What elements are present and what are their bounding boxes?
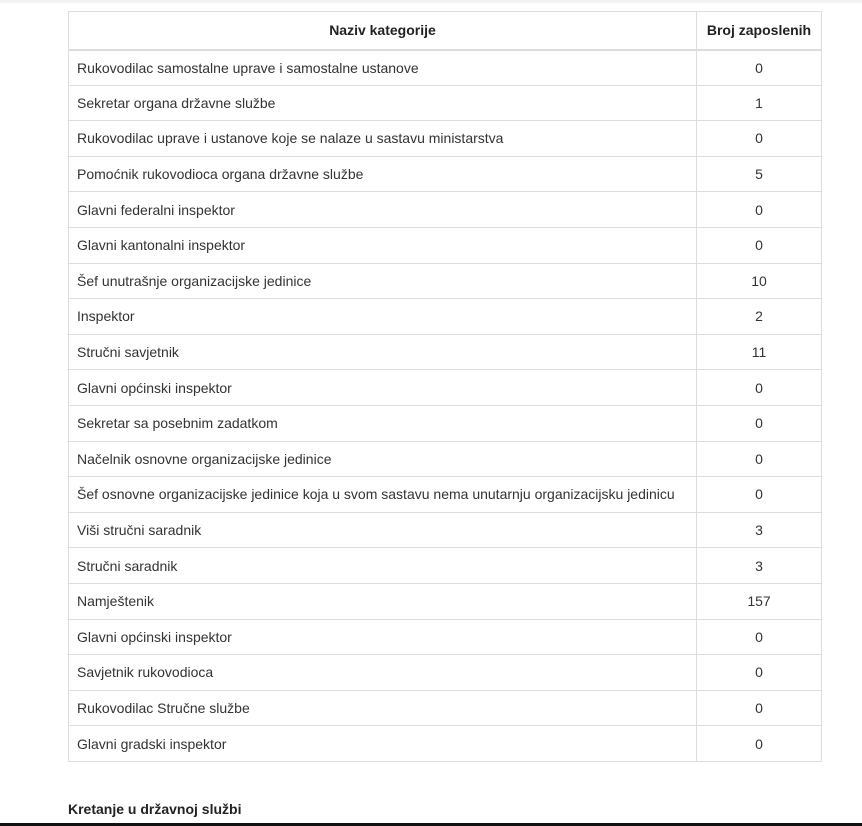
category-name-cell: Glavni gradski inspektor — [69, 726, 697, 762]
column-header-employee-count: Broj zaposlenih — [697, 12, 822, 50]
employee-count-cell: 0 — [697, 619, 822, 655]
employee-count-cell: 0 — [697, 690, 822, 726]
employee-count-cell: 1 — [697, 85, 822, 121]
employee-count-cell: 0 — [697, 50, 822, 86]
category-name-cell: Viši stručni saradnik — [69, 512, 697, 548]
category-name-cell: Načelnik osnovne organizacijske jedinice — [69, 441, 697, 477]
employee-count-cell: 3 — [697, 512, 822, 548]
employee-count-cell: 2 — [697, 299, 822, 335]
category-name-cell: Glavni općinski inspektor — [69, 619, 697, 655]
table-row — [69, 655, 822, 691]
table-row — [69, 548, 822, 584]
table-row — [69, 263, 822, 299]
table-row — [69, 334, 822, 370]
table-row — [69, 619, 822, 655]
table-row — [69, 85, 822, 121]
employee-count-cell: 0 — [697, 121, 822, 157]
category-name-cell: Namještenik — [69, 583, 697, 619]
table-row — [69, 441, 822, 477]
category-name-cell: Pomoćnik rukovodioca organa državne službe — [69, 156, 697, 192]
category-name-cell: Inspektor — [69, 299, 697, 335]
employee-count-cell: 10 — [697, 263, 822, 299]
employee-count-cell: 0 — [697, 441, 822, 477]
category-name-cell: Stručni savjetnik — [69, 334, 697, 370]
employee-count-cell: 0 — [697, 655, 822, 691]
employee-count-cell: 11 — [697, 334, 822, 370]
table-row — [69, 192, 822, 228]
column-header-category-name: Naziv kategorije — [69, 12, 697, 50]
table-row — [69, 121, 822, 157]
employee-count-cell: 3 — [697, 548, 822, 584]
category-name-cell: Sekretar sa posebnim zadatkom — [69, 405, 697, 441]
table-body — [69, 50, 822, 762]
employee-count-cell: 0 — [697, 726, 822, 762]
category-name-cell: Stručni saradnik — [69, 548, 697, 584]
category-name-cell: Šef unutrašnje organizacijske jedinice — [69, 263, 697, 299]
table-row — [69, 299, 822, 335]
category-name-cell: Glavni općinski inspektor — [69, 370, 697, 406]
top-divider — [0, 0, 862, 3]
table-row — [69, 156, 822, 192]
employee-count-cell: 5 — [697, 156, 822, 192]
employee-count-cell: 0 — [697, 370, 822, 406]
category-name-cell: Sekretar organa državne službe — [69, 85, 697, 121]
table-row — [69, 583, 822, 619]
category-name-cell: Rukovodilac Stručne službe — [69, 690, 697, 726]
category-name-cell: Rukovodilac uprave i ustanove koje se nalaze u sastavu ministarstva — [69, 121, 697, 157]
category-name-cell: Savjetnik rukovodioca — [69, 655, 697, 691]
category-name-cell: Rukovodilac samostalne uprave i samostalne ustanove — [69, 50, 697, 86]
category-name-cell: Glavni kantonalni inspektor — [69, 227, 697, 263]
table-row — [69, 405, 822, 441]
table-row — [69, 690, 822, 726]
employee-category-table-container — [68, 11, 821, 762]
section-title: Kretanje u državnoj službi — [68, 801, 242, 817]
category-name-cell: Glavni federalni inspektor — [69, 192, 697, 228]
table-row — [69, 512, 822, 548]
employee-count-cell: 157 — [697, 583, 822, 619]
employee-category-table — [68, 11, 822, 762]
employee-count-cell: 0 — [697, 192, 822, 228]
employee-count-cell: 0 — [697, 227, 822, 263]
table-row — [69, 726, 822, 762]
table-row — [69, 50, 822, 86]
category-name-cell: Šef osnovne organizacijske jedinice koja u svom sastavu nema unutarnju organizacijsku jedinicu — [69, 477, 697, 513]
table-header-row — [69, 12, 822, 50]
employee-count-cell: 0 — [697, 477, 822, 513]
table-row — [69, 227, 822, 263]
table-row — [69, 370, 822, 406]
table-row — [69, 477, 822, 513]
employee-count-cell: 0 — [697, 405, 822, 441]
